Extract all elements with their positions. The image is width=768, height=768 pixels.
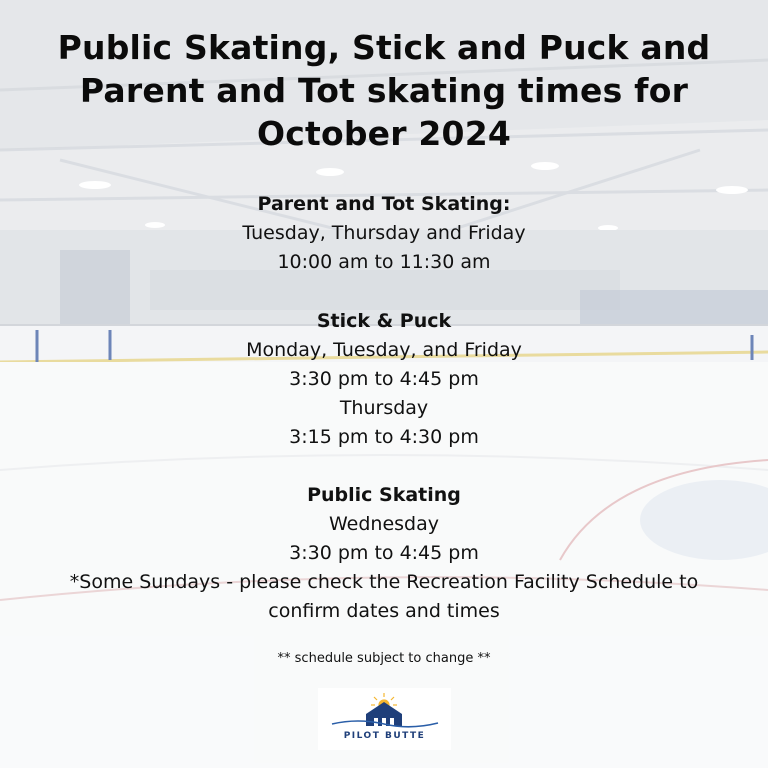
stick-puck-section <box>0 307 768 452</box>
public-skating-heading: Public Skating <box>307 484 461 506</box>
pilot-butte-logo <box>318 688 451 750</box>
parent-tot-days: Tuesday, Thursday and Friday <box>242 222 526 244</box>
stick-puck-time-1: 3:30 pm to 4:45 pm <box>289 368 479 390</box>
public-skating-days: Wednesday <box>328 513 439 535</box>
stick-puck-heading: Stick & Puck <box>316 310 452 332</box>
logo-text: PILOT BUTTE <box>343 731 426 741</box>
parent-tot-time: 10:00 am to 11:30 am <box>277 251 491 273</box>
stick-puck-days-2: Thursday <box>339 397 429 419</box>
public-skating-time: 3:30 pm to 4:45 pm <box>289 542 479 564</box>
schedule-note <box>0 650 768 668</box>
stick-puck-days-1: Monday, Tuesday, and Friday <box>246 339 522 361</box>
public-skating-section <box>0 481 768 626</box>
public-skating-note-1: *Some Sundays - please check the Recreation Facility Schedule to <box>69 571 699 593</box>
parent-tot-section <box>0 190 768 277</box>
title-line-3: October 2024 <box>256 114 512 153</box>
schedule-change-note: ** schedule subject to change ** <box>277 651 491 666</box>
stick-puck-time-2: 3:15 pm to 4:30 pm <box>289 426 479 448</box>
title-line-1: Public Skating, Stick and Puck and <box>57 28 711 67</box>
title-line-2: Parent and Tot skating times for <box>79 71 689 110</box>
poster-title <box>20 26 748 155</box>
public-skating-note-2: confirm dates and times <box>268 600 500 622</box>
parent-tot-heading: Parent and Tot Skating: <box>257 193 511 215</box>
